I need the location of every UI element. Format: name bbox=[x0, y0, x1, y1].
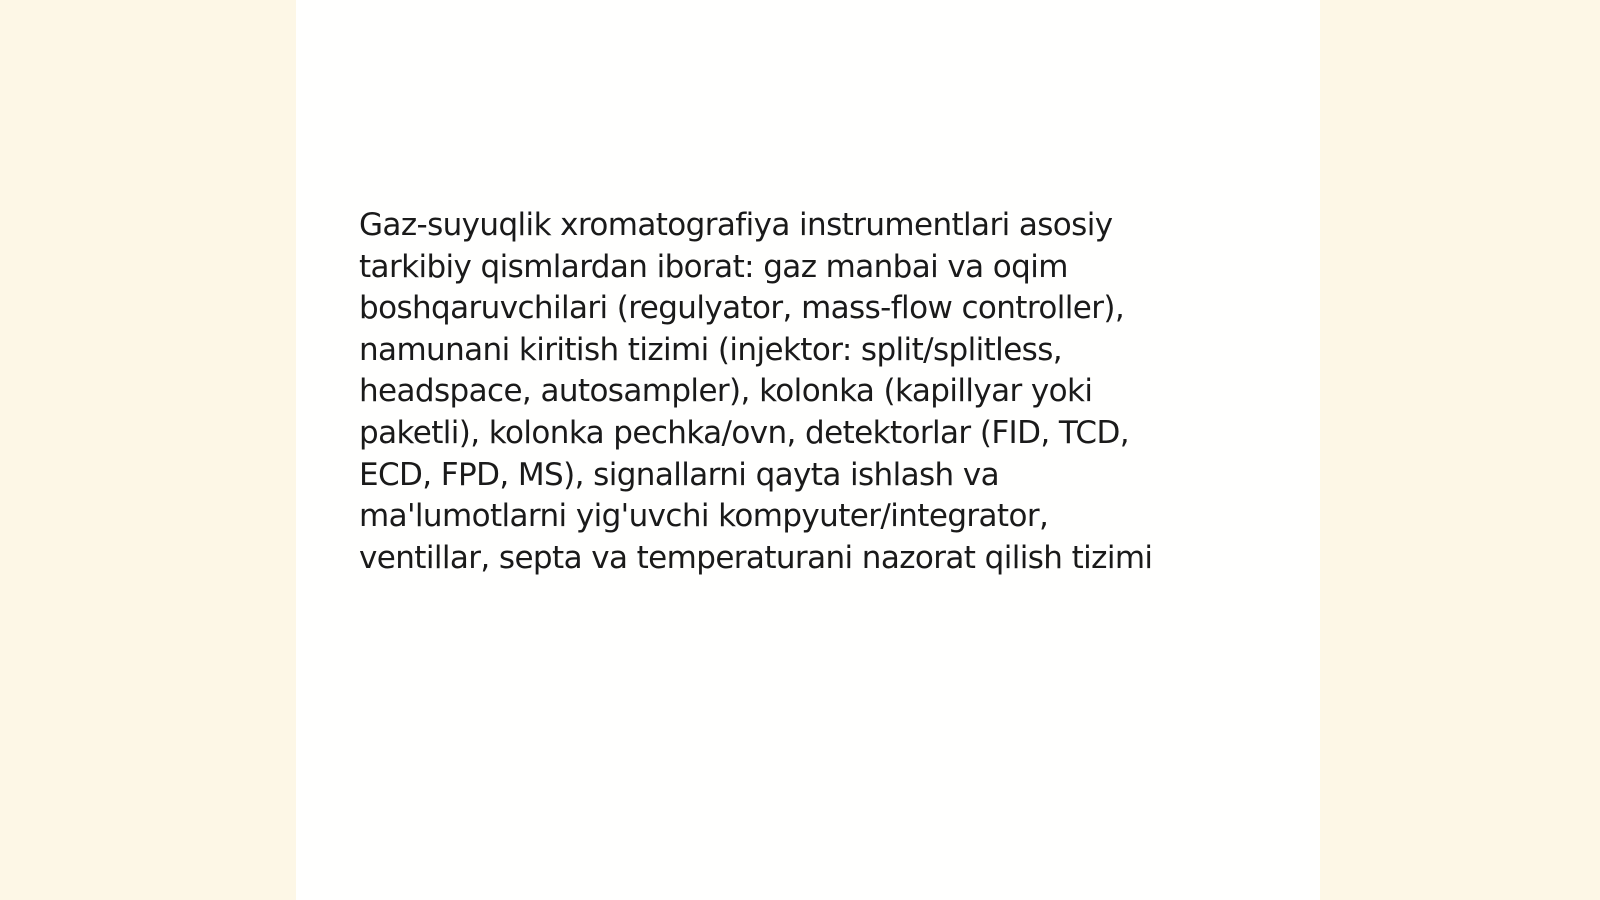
text-line: ECD, FPD, MS), signallarni qayta ishlash va bbox=[359, 456, 1000, 493]
document-page bbox=[296, 0, 1320, 900]
text-line: ventillar, septa va temperaturani nazorat qilish tizimi bbox=[359, 539, 1153, 576]
text-line: boshqaruvchilari (regulyator, mass-flow controller), bbox=[359, 290, 1125, 327]
text-line: Gaz-suyuqlik xromatografiya instrumentlari asosiy bbox=[359, 207, 1113, 243]
text-line: ma'lumotlarni yig'uvchi kompyuter/integrator, bbox=[359, 498, 1049, 535]
text-line: tarkibiy qismlardan iborat: gaz manbai va oqim bbox=[359, 248, 1068, 285]
body-paragraph bbox=[359, 205, 1259, 579]
text-line: headspace, autosampler), kolonka (kapillyar yoki bbox=[359, 373, 1093, 410]
text-line: paketli), kolonka pechka/ovn, detektorlar (FID, TCD, bbox=[359, 414, 1129, 451]
text-line: namunani kiritish tizimi (injektor: split/splitless, bbox=[359, 331, 1063, 368]
